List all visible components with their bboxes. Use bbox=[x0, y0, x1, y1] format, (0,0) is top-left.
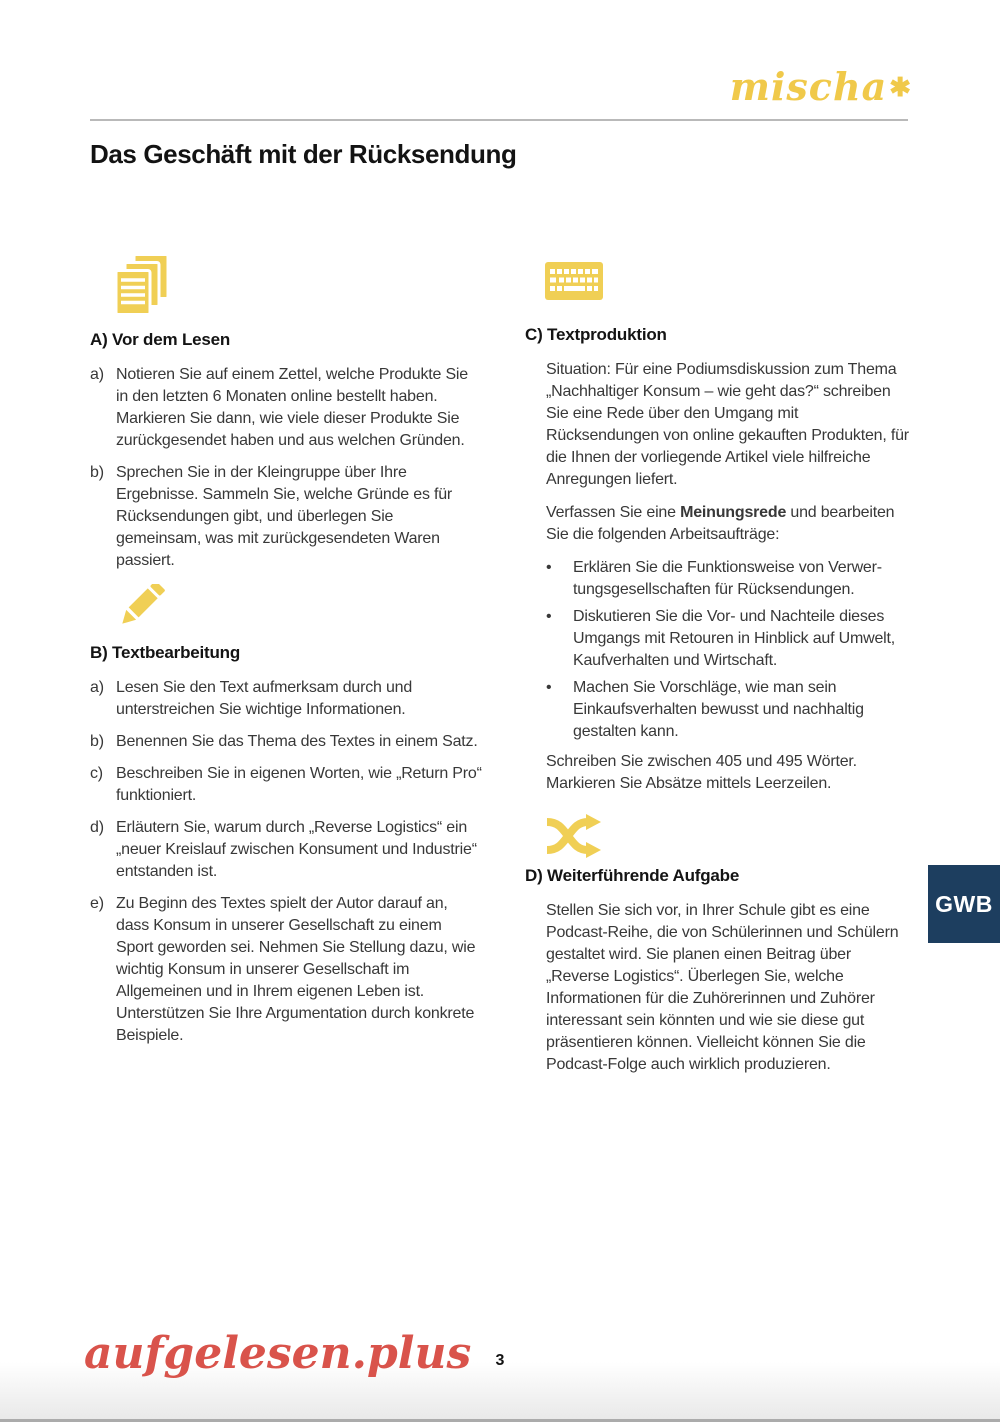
bullet-item bbox=[525, 557, 910, 601]
list-item bbox=[90, 462, 482, 572]
item-text: Benennen Sie das Thema des Textes in einem Satz. bbox=[116, 733, 478, 750]
bullet-text: Machen Sie Vorschläge, wie man sein Einkaufsverhalten bewusst und nachhaltig gestalten kann. bbox=[573, 679, 864, 740]
item-label: d) bbox=[90, 819, 104, 836]
documents-icon bbox=[114, 253, 170, 315]
intro-prefix: Verfassen Sie eine bbox=[546, 504, 681, 521]
item-text: Sprechen Sie in der Kleingruppe über Ihre Ergebnisse. Sammeln Sie, welche Gründe es für Rücksendungen gibt, und überlegen Sie gemeinsam, was mit zurückgesendeten Waren passiert. bbox=[116, 464, 453, 569]
list-item bbox=[90, 677, 482, 721]
page-number: 3 bbox=[495, 1352, 505, 1369]
list-item bbox=[90, 763, 482, 807]
item-text: Erläutern Sie, warum durch „Reverse Logistics“ ein „neuer Kreislauf zwischen Konsument und Industrie“ entstanden ist. bbox=[116, 819, 477, 880]
intro-paragraph bbox=[525, 502, 910, 546]
pencil-icon bbox=[114, 584, 166, 638]
bullet-dot: • bbox=[546, 559, 552, 576]
length-note-paragraph: Schreiben Sie zwischen 405 und 495 Wörter. Markieren Sie Absätze mittels Leerzeilen. bbox=[546, 753, 857, 792]
bullet-text: Diskutieren Sie die Vor- und Nachteile dieses Umgangs mit Retouren in Hinblick auf Umwelt, Kaufverhalten und Wirtschaft. bbox=[573, 608, 895, 669]
section-c-heading: C) Textproduktion bbox=[525, 325, 667, 344]
list-item bbox=[90, 731, 482, 753]
header-divider bbox=[90, 119, 908, 121]
bullet-dot: • bbox=[546, 679, 552, 696]
mischa-logo bbox=[729, 64, 912, 109]
item-text: Zu Beginn des Textes spielt der Autor darauf an, dass Konsum in unserer Gesellschaft zu einem Sport geworden sei. Nehmen Sie Stellung dazu, wie wichtig Konsum in unserer Gesellschaft im Allgemeinen und in Ihrem eigenen Leben ist. Unterstützen Sie Ihre Argumentation durch konkrete Beispiele. bbox=[116, 895, 476, 1044]
situation-paragraph: Situation: Für eine Podiumsdiskussion zum Thema „Nachhaltiger Konsum – wie geht das?“ schreiben Sie eine Rede über den Umgang mit Rücksendungen von online gekauften Produkten, für die Ihnen der vorliegende Artikel viele hilfreiche Anregungen liefert. bbox=[546, 361, 909, 488]
intro-suffix: und bearbeiten Sie die folgenden Arbeitsaufträge: bbox=[546, 504, 895, 543]
bullet-text: Erklären Sie die Funktionsweise von Verwertungsgesellschaften für Rücksendungen. bbox=[573, 559, 883, 598]
intro-bold: Meinungsrede bbox=[680, 504, 787, 521]
list-item bbox=[90, 893, 482, 1047]
bullet-item bbox=[525, 677, 910, 743]
aufgelesen-plus-logo: aufgelesen.plus bbox=[84, 1328, 472, 1379]
item-label: a) bbox=[90, 366, 104, 383]
right-column bbox=[525, 250, 910, 1087]
bullet-dot: • bbox=[546, 608, 552, 625]
asterisk-icon: ✱ bbox=[889, 73, 912, 103]
edition-badge: GWB bbox=[928, 865, 1000, 943]
section-d-heading: D) Weiterführende Aufgabe bbox=[525, 866, 740, 885]
item-label: e) bbox=[90, 895, 104, 912]
item-text: Notieren Sie auf einem Zettel, welche Produkte Sie in den letzten 6 Monaten online bestellt haben. Markieren Sie dann, wie viele dieser Produkte Sie zurückgesendet haben und aus welchen Gründen. bbox=[116, 366, 468, 449]
section-b-heading: B) Textbearbeitung bbox=[90, 643, 241, 662]
item-label: b) bbox=[90, 733, 104, 750]
item-label: b) bbox=[90, 464, 104, 481]
further-task-paragraph: Stellen Sie sich vor, in Ihrer Schule gibt es eine Podcast-Reihe, die von Schülerinnen und Schülern gestaltet wird. Sie planen einen Beitrag über „Reverse Logistics“. Überlegen Sie, welche Informationen für die Zuhörerinnen und Zuhörer interessant sein könnten und wie sie diese gut präsentieren können. Vielleicht können Sie die Podcast-Folge auch wirklich produzieren. bbox=[546, 902, 899, 1073]
list-item bbox=[90, 817, 482, 883]
section-a-heading: A) Vor dem Lesen bbox=[90, 330, 231, 349]
page-title: Das Geschäft mit der Rücksendung bbox=[90, 139, 517, 169]
item-label: a) bbox=[90, 679, 104, 696]
item-label: c) bbox=[90, 765, 103, 782]
item-text: Beschreiben Sie in eigenen Worten, wie „Return Pro“ funktioniert. bbox=[116, 765, 482, 804]
left-column bbox=[90, 250, 482, 1057]
bullet-item bbox=[525, 606, 910, 672]
item-text: Lesen Sie den Text aufmerksam durch und unterstreichen Sie wichtige Informationen. bbox=[116, 679, 413, 718]
mischa-logo-text: mischa bbox=[729, 64, 888, 109]
list-item bbox=[90, 364, 482, 452]
shuffle-icon bbox=[545, 813, 603, 859]
task-bullet-list bbox=[525, 557, 910, 743]
keyboard-icon bbox=[545, 262, 603, 300]
